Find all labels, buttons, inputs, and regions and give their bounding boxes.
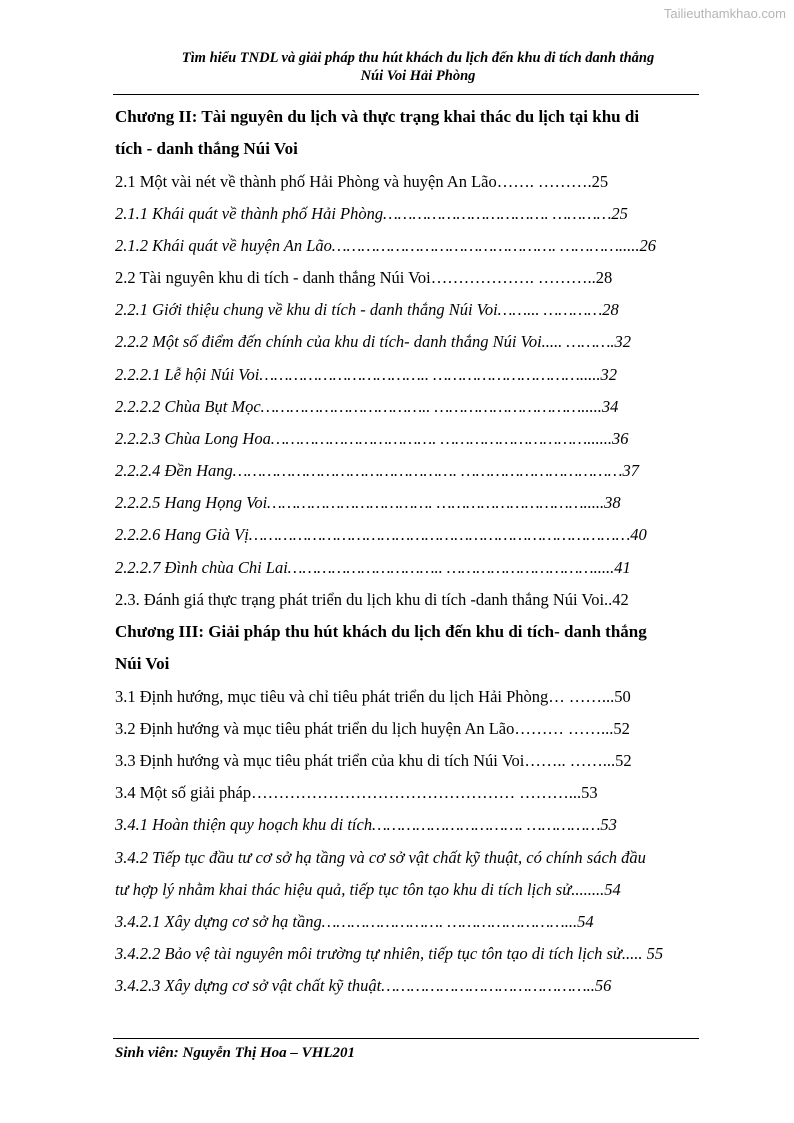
toc-entry-2-2-2-5: 2.2.2.5 Hang Họng Voi……………………………. ………………………….....38 xyxy=(115,493,621,512)
toc-entry-2-1-2: 2.1.2 Khái quát về huyện An Lão………………………………………. ………….....26 xyxy=(115,236,657,255)
toc-entry-3-1: 3.1 Định hướng, mục tiêu và chỉ tiêu phát triển du lịch Hải Phòng… ……...50 xyxy=(115,687,631,706)
toc-entry-2-2-2-7: 2.2.2.7 Đình chùa Chi Lai………………………….. ………………………….....41 xyxy=(115,558,631,577)
toc-entry-3-4-2-line-2: tư hợp lý nhằm khai thác hiệu quả, tiếp tục tôn tạo khu di tích lịch sử........54 xyxy=(115,880,621,899)
header-line-2: Núi Voi Hải Phòng xyxy=(360,68,476,84)
toc-entry-3-4-2-1: 3.4.2.1 Xây dựng cơ sở hạ tầng……………………. ……………………...54 xyxy=(115,912,594,931)
toc-entry-3-3: 3.3 Định hướng và mục tiêu phát triển của khu di tích Núi Voi…….. ……...52 xyxy=(115,751,632,770)
toc-entry-2-1: 2.1 Một vài nét về thành phố Hải Phòng và huyện An Lão……. ……….25 xyxy=(115,172,609,191)
toc-entry-2-2-2-1: 2.2.2.1 Lễ hội Núi Voi…………………………….. ………………………….....32 xyxy=(115,365,617,384)
toc-chapter-2-line-2: tích - danh thắng Núi Voi xyxy=(115,139,298,158)
toc-chapter-3-line-2: Núi Voi xyxy=(115,654,170,673)
toc-entry-2-2-2-4: 2.2.2.4 Đền Hang………………………………………. ……………………………37 xyxy=(115,461,639,480)
toc-entry-3-2: 3.2 Định hướng và mục tiêu phát triển du lịch huyện An Lão……… ……...52 xyxy=(115,719,630,738)
toc-chapter-3-line-1: Chương III: Giải pháp thu hút khách du lịch đến khu di tích- danh thắng xyxy=(115,622,647,641)
toc-entry-2-2: 2.2 Tài nguyên khu di tích - danh thắng Núi Voi………………. ………..28 xyxy=(115,268,613,287)
toc-chapter-2-line-1: Chương II: Tài nguyên du lịch và thực trạng khai thác du lịch tại khu di xyxy=(115,107,640,126)
footer-divider xyxy=(113,1038,699,1039)
toc-entry-2-1-1: 2.1.1 Khái quát về thành phố Hải Phòng……………………………. …………25 xyxy=(115,204,628,223)
toc-entry-2-2-2-6: 2.2.2.6 Hang Già Vị……………………………………………………………………40 xyxy=(115,525,647,544)
toc-entry-3-4-2-line-1: 3.4.2 Tiếp tục đầu tư cơ sở hạ tầng và cơ sở vật chất kỹ thuật, có chính sách đầu xyxy=(115,848,646,867)
toc-entry-3-4-2-3: 3.4.2.3 Xây dựng cơ sở vật chất kỹ thuật……………………………………..56 xyxy=(115,976,612,995)
header-divider xyxy=(113,94,699,95)
toc-entry-3-4-1: 3.4.1 Hoàn thiện quy hoạch khu di tích…………………………. ……………53 xyxy=(115,815,617,834)
toc-entry-2-2-2-2: 2.2.2.2 Chùa Bụt Mọc…………………………….. ………………………….....34 xyxy=(115,397,619,416)
page-footer: Sinh viên: Nguyễn Thị Hoa – VHL201 xyxy=(115,1045,356,1061)
toc-entry-2-2-1: 2.2.1 Giới thiệu chung về khu di tích - danh thắng Núi Voi……... …………28 xyxy=(115,300,619,319)
toc-entry-2-2-2-3: 2.2.2.3 Chùa Long Hoa……………………………. …………………………......36 xyxy=(115,429,629,448)
watermark: Tailieuthamkhao.com xyxy=(663,6,786,21)
toc-entry-2-2-2: 2.2.2 Một số điểm đến chính của khu di tích- danh thắng Núi Voi..... ……….32 xyxy=(115,332,632,351)
toc-entry-2-3: 2.3. Đánh giá thực trạng phát triển du lịch khu di tích -danh thắng Núi Voi..42 xyxy=(115,590,629,609)
toc-entry-3-4: 3.4 Một số giải pháp………………………………………… ………...53 xyxy=(115,783,598,802)
toc-entry-3-4-2-2: 3.4.2.2 Bảo vệ tài nguyên môi trường tự nhiên, tiếp tục tôn tạo di tích lịch sử..... 55 xyxy=(115,944,664,963)
page-header xyxy=(118,49,718,85)
header-line-1: Tìm hiểu TNDL và giải pháp thu hút khách du lịch đến khu di tích danh thắng xyxy=(181,50,655,66)
